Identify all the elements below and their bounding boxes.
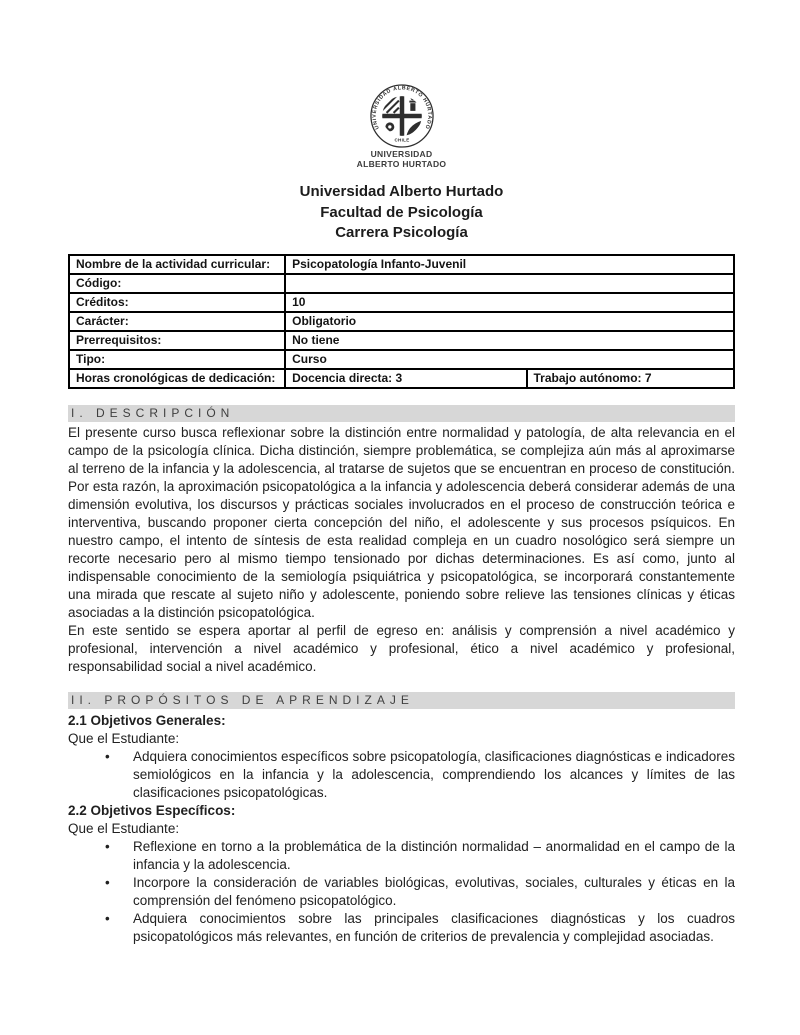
university-seal-icon xyxy=(370,84,434,148)
table-row-prerrequisitos xyxy=(69,331,734,350)
table-row-creditos xyxy=(69,293,734,312)
seal-quill-quadrant xyxy=(406,120,422,135)
course-info-table xyxy=(68,254,735,389)
seal-wordmark xyxy=(68,150,735,169)
seal-emblem-quadrant xyxy=(385,122,394,131)
objectives-general-intro: Que el Estudiante: xyxy=(68,730,180,746)
table-row-horas xyxy=(69,369,734,388)
row-value: No tiene xyxy=(285,331,734,350)
table-row-tipo xyxy=(69,350,734,369)
row-value: 10 xyxy=(285,293,734,312)
seal-tower-quadrant xyxy=(409,96,416,111)
row-value-docencia: Docencia directa: 3 xyxy=(285,369,526,388)
description-paragraph-2: En este sentido se espera aportar al perfil de egreso en: análisis y comprensión a nivel académico y profesional, intervención a nivel académico y profesional, ético a nivel académico y profesional, responsabilidad social a nivel académico. xyxy=(68,622,735,674)
row-label: Tipo: xyxy=(69,350,285,369)
section-heading-descripcion: I. DESCRIPCIÓN xyxy=(68,405,735,422)
objectives-general-title: 2.1 Objetivos Generales: xyxy=(68,712,226,728)
seal-arc-text: UNIVERSIDAD ALBERTO HURTADO xyxy=(371,85,432,131)
objectives-specific-intro: Que el Estudiante: xyxy=(68,820,180,836)
row-label: Código: xyxy=(69,274,285,293)
seal-wordmark-line1: UNIVERSIDAD xyxy=(370,149,433,159)
specific-objectives-list xyxy=(68,838,735,946)
table-row-nombre xyxy=(69,255,734,274)
table-row-caracter xyxy=(69,312,734,331)
table-row-codigo xyxy=(69,274,734,293)
row-label: Nombre de la actividad curricular: xyxy=(69,255,285,274)
header-faculty-name: Facultad de Psicología xyxy=(320,203,483,221)
list-item: • Incorpore la consideración de variables biológicas, evolutivas, sociales, culturales y éticas en la comprensión del fenómeno psicopatológico. xyxy=(105,874,735,910)
row-value-autonomo: Trabajo autónomo: 7 xyxy=(527,369,734,388)
row-label: Horas cronológicas de dedicación: xyxy=(69,369,285,388)
general-objectives-list xyxy=(68,748,735,802)
row-label: Carácter: xyxy=(69,312,285,331)
header-university-name: Universidad Alberto Hurtado xyxy=(299,183,504,200)
university-logo xyxy=(68,0,735,169)
list-item: • Reflexione en torno a la problemática de la distinción normalidad – anormalidad en el campo de la infancia y la adolescencia. xyxy=(105,838,735,874)
row-label: Créditos: xyxy=(69,293,285,312)
seal-cross-horizontal xyxy=(379,114,424,118)
description-paragraph-1: El presente curso busca reflexionar sobre la distinción entre normalidad y patología, de alta relevancia en el campo de la psicología clínica. Dicha distinción, siempre problemática, se complejiza aún más al aproximarse al terreno de la infancia y la adolescencia, al tratarse de sujetos que se encuentran en proceso de constitución. Por esta razón, la aproximación psicopatológica a la infancia y adolescencia deberá considerar además de una dimensión evolutiva, los discursos y prácticas sociales involucrados en el proceso de construcción teórica e interventiva, buscando proponer cierta concepción del niño, el adolescente y sus procesos psíquicos. En nuestro campo, el intento de síntesis de esta realidad compleja en un cuadro nosológico será siempre un recorte necesario pero al mismo tiempo tensionado por dichas determinaciones. Es así como, junto al indispensable conocimiento de la semiología psiquiátrica y psicopatológica, se incorporará constantemente una mirada que rescate al sujeto niño y adolescente, poniendo sobre relieve las tensiones clínicas y éticas asociadas a la distinción psicopatológica. xyxy=(68,424,735,620)
seal-country-text: CHILE xyxy=(393,137,410,143)
section-heading-propositos: II. PROPÓSITOS DE APRENDIZAJE xyxy=(68,692,735,709)
row-value: Psicopatología Infanto-Juvenil xyxy=(285,255,734,274)
header-program-name: Carrera Psicología xyxy=(335,224,468,241)
row-value xyxy=(285,274,734,293)
document-header xyxy=(68,182,735,244)
list-item: • Adquiera conocimientos sobre las principales clasificaciones diagnósticas y los cuadros psicopatológicos más relevantes, en función de criterios de prevalencia y complejidad asociadas. xyxy=(105,910,735,946)
objectives-specific-title: 2.2 Objetivos Específicos: xyxy=(68,802,236,818)
row-value: Obligatorio xyxy=(285,312,734,331)
row-value: Curso xyxy=(285,350,734,369)
list-item: • Adquiera conocimientos específicos sobre psicopatología, clasificaciones diagnósticas e indicadores semiológicos en la infancia y la adolescencia, comprendiendo los alcances y límites de las clasificaciones psicopatológicas. xyxy=(105,748,735,802)
row-label: Prerrequisitos: xyxy=(69,331,285,350)
seal-wordmark-line2: ALBERTO HURTADO xyxy=(356,158,447,169)
